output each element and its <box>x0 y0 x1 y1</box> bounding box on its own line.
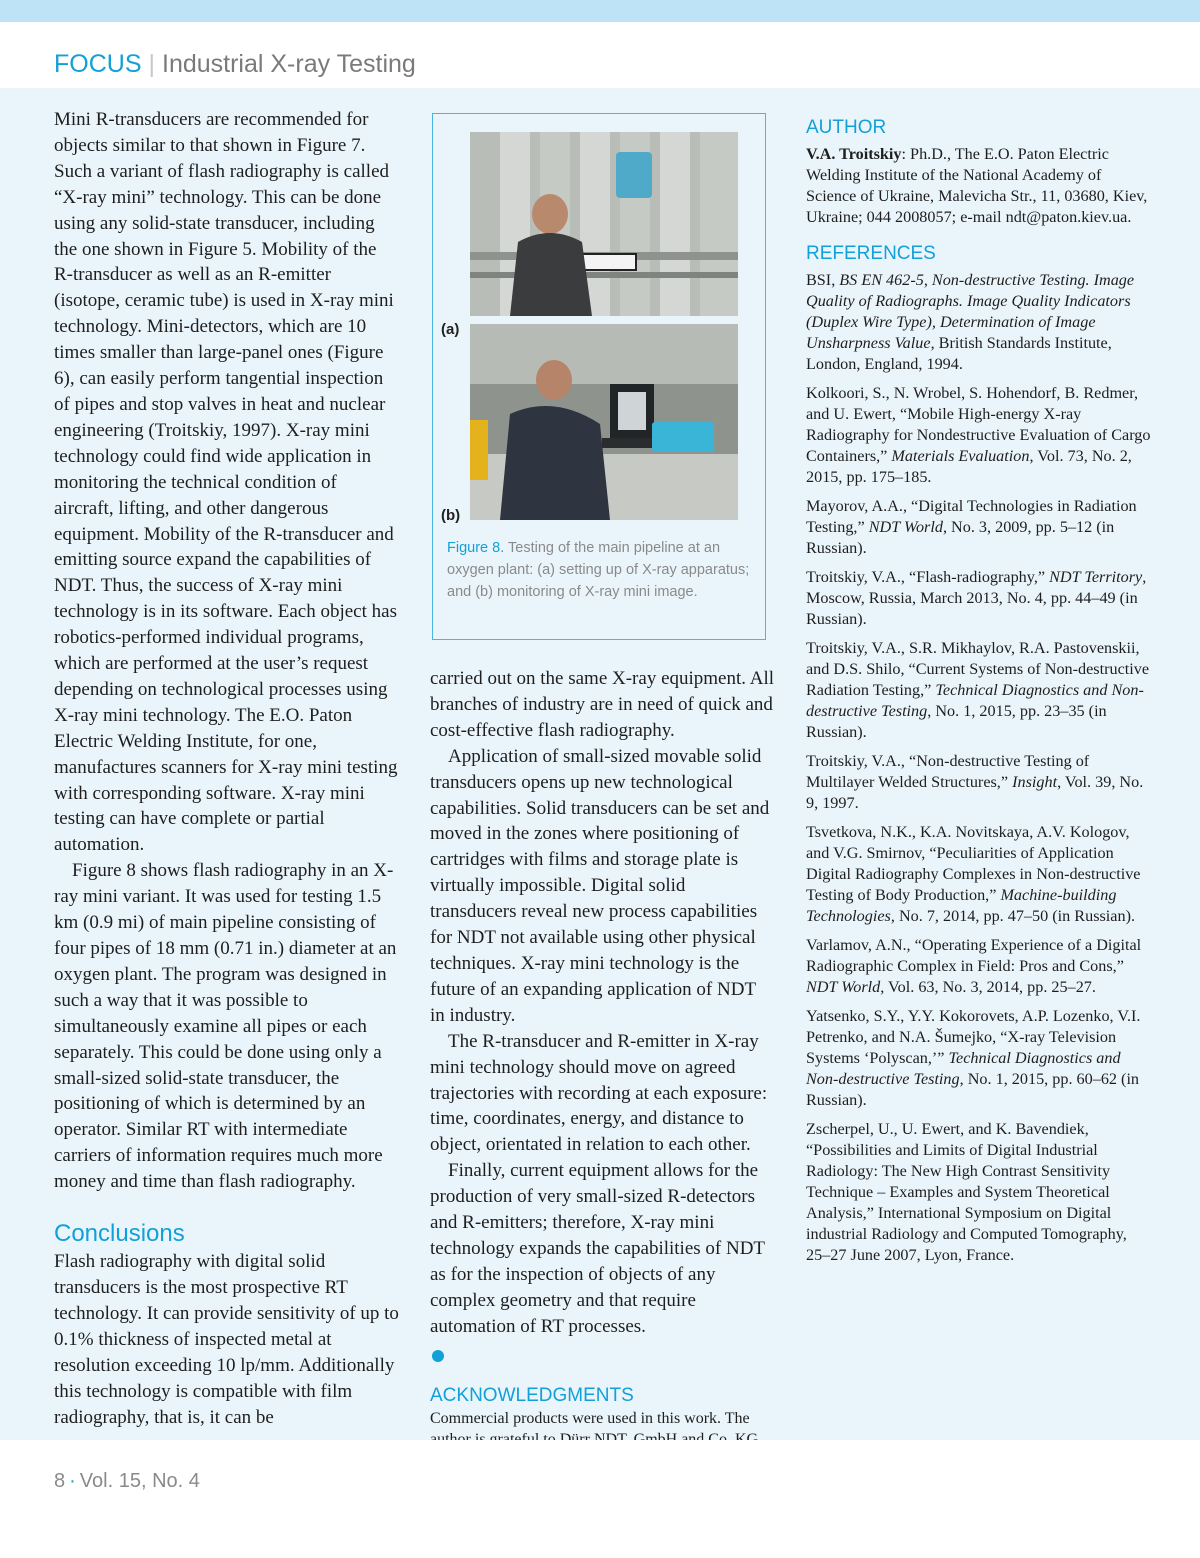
reference-entry: Tsvetkova, N.K., K.A. Novitskaya, A.V. Kologov, and V.G. Smirnov, “Peculiarities of Application Digital Radiography Complexes in Non-destructive Testing of Body Production,” Machine-building Technologies, No. 7, 2014, pp. 47–50 (in Russian). <box>806 823 1141 925</box>
section-label: FOCUS <box>54 50 142 78</box>
end-of-article-marker <box>432 1350 444 1362</box>
author-details: : Ph.D., The E.O. Paton Electric Welding Institute of the National Academy of Science of Ukraine, Malevicha Str., 11, 03680, Kiev, Ukraine; 044 2008057; e-mail ndt@paton.kiev.ua. <box>806 145 1148 226</box>
header-divider: | <box>148 50 155 78</box>
reference-entry: Mayorov, A.A., “Digital Technologies in Radiation Testing,” NDT World, No. 3, 2009, pp. 5–12 (in Russian). <box>806 497 1137 557</box>
figure-8 <box>432 113 766 640</box>
figure-photo-b <box>470 324 738 520</box>
reference-entry: Troitskiy, V.A., “Non-destructive Testing of Multilayer Welded Structures,” Insight, Vol. 39, No. 9, 1997. <box>806 752 1144 812</box>
body-paragraph: Mini R-transducers are recommended for objects similar to that shown in Figure 7. Such a variant of flash radiography is called “X-ray mini” technology. This can be done using any solid-state transducer, including the one shown in Figure 5. Mobility of the R-transducer as well as an R-emitter (isotope, ceramic tube) is used in X-ray mini technology. Mini-detectors, which are 10 times smaller than large-panel ones (Figure 6), can easily perform tangential inspection of pipes and stop valves in heat and nuclear engineering (Troitskiy, 1997). X-ray mini technology could find wide application in monitoring the technical condition of aircraft, lifting, and other dangerous equipment. Mobility of the R-transducer and emitting source expand the capabilities of NDT. Thus, the success of X-ray mini technology is in its software. Each object has robotics-performed individual programs, which are performed at the user’s request depending on technological processes using X-ray mini technology. The E.O. Paton Electric Welding Institute, for one, manufactures scanners for X-ray mini testing with corresponding software. X-ray mini testing can have complete or partial automation. <box>54 109 398 856</box>
footer-dot: · <box>69 1470 76 1492</box>
reference-entry: Kolkoori, S., N. Wrobel, S. Hohendorf, B. Redmer, and U. Ewert, “Mobile High-energy X-ray Radiography for Nondestructive Evaluation of Cargo Containers,” Materials Evaluation, Vol. 73, No. 2, 2015, pp. 175–185. <box>806 384 1151 486</box>
photo-b-illustration <box>470 324 738 520</box>
references-heading: REFERENCES <box>806 243 936 264</box>
conclusions-heading: Conclusions <box>54 1220 185 1248</box>
section-title: Industrial X-ray Testing <box>162 50 416 78</box>
reference-entry: BSI, BS EN 462-5, Non-destructive Testing. Image Quality of Radiographs. Image Quality Indicators (Duplex Wire Type), Determination of Image Unsharpness Value, British Standards Institute, London, England, 1994. <box>806 271 1135 373</box>
column-1 <box>54 107 400 1430</box>
author-info <box>806 144 1152 228</box>
reference-entry: Troitskiy, V.A., S.R. Mikhaylov, R.A. Pastovenskii, and D.S. Shilo, “Current Systems of Non-destructive Radiation Testing,” Technical Diagnostics and Non-destructive Testing, No. 1, 2015, pp. 23–35 (in Russian). <box>806 639 1150 741</box>
conclusions-paragraph: Flash radiography with digital solid transducers is the most prospective RT technology. It can provide sensitivity of up to 0.1% thickness of inspected metal at resolution exceeding 10 lp/mm. Additionally this technology is compatible with film radiography, that is, it can be <box>54 1251 399 1428</box>
figure-caption-text: Testing of the main pipeline at an oxygen plant: (a) setting up of X-ray apparatus; and (b) monitoring of X-ray mini image. <box>447 540 750 600</box>
header-text <box>54 50 416 79</box>
body-paragraph: The R-transducer and R-emitter in X-ray mini technology should move on agreed trajectories with recording at each exposure: time, coordinates, energy, and distance to object, orientated in relation to each other. <box>430 1030 768 1156</box>
author-name: V.A. Troitskiy <box>806 145 902 163</box>
top-color-band <box>0 0 1200 22</box>
figure-photo-a <box>470 132 738 316</box>
issue-label: Vol. 15, No. 4 <box>79 1470 200 1492</box>
page-header <box>0 22 1200 88</box>
body-paragraph: carried out on the same X-ray equipment. All branches of industry are in need of quick and cost-effective flash radiography. <box>430 668 775 741</box>
body-paragraph: Application of small-sized movable solid transducers opens up new technological capabilities. Solid transducers can be set and moved in the zones where positioning of cartridges with films and storage plate is virtually impossible. Digital solid transducers reveal new process capabilities for NDT not available using other physical techniques. X-ray mini technology is the future of an expanding application of NDT in industry. <box>430 745 770 1026</box>
body-paragraph: Figure 8 shows flash radiography in an X-ray mini variant. It was used for testing 1.5 km (0.9 mi) of main pipeline consisting of four pipes of 18 mm (0.71 in.) diameter at an oxygen plant. The program was designed in such a way that it was possible to simultaneously examine all pipes or each separately. This could be done using only a small-sized solid-state transducer, the positioning of which is determined by an operator. Similar RT with intermediate carriers of information requires much more money and time than flash radiography. <box>54 860 397 1193</box>
reference-entry: Varlamov, A.N., “Operating Experience of a Digital Radiographic Complex in Field: Pros and Cons,” NDT World, Vol. 63, No. 3, 2014, pp. 25–27. <box>806 936 1142 996</box>
photo-a-illustration <box>470 132 738 316</box>
figure-label-a: (a) <box>441 321 460 338</box>
acknowledgments-text: Commercial products were used in this work. The <box>430 1409 750 1427</box>
page-footer <box>0 1440 1200 1558</box>
body-paragraph: Finally, current equipment allows for the production of very small-sized R-detectors and R-emitters; therefore, X-ray mini technology expands the capabilities of NDT as for the inspection of objects of any complex geometry and that require automation of RT processes. <box>430 1160 765 1337</box>
author-heading: AUTHOR <box>806 117 887 138</box>
figure-caption-label: Figure 8. <box>447 540 505 556</box>
figure-caption <box>447 537 757 603</box>
page-number: 8 <box>54 1470 66 1492</box>
column-2 <box>430 666 775 1492</box>
acknowledgments-heading: ACKNOWLEDGMENTS <box>430 1384 634 1406</box>
reference-entry: Yatsenko, S.Y., Y.Y. Kokorovets, A.P. Lozenko, V.I. Petrenko, and N.A. Šumejko, “X-ray Television Systems ‘Polyscan,’” Technical Diagnostics and Non-destructive Testing, No. 1, 2015, pp. 60–62 (in Russian). <box>806 1007 1141 1109</box>
figure-label-b: (b) <box>441 507 461 524</box>
reference-entry: Troitskiy, V.A., “Flash-radiography,” NDT Territory, Moscow, Russia, March 2013, No. 4, pp. 44–49 (in Russian). <box>806 568 1147 628</box>
column-3 <box>806 116 1152 1274</box>
footer-text <box>54 1470 200 1493</box>
reference-entry: Zscherpel, U., U. Ewert, and K. Bavendiek, “Possibilities and Limits of Digital Industrial Radiology: The New High Contrast Sensitivity Technique – Examples and System Theoretical Analysis,” International Symposium on Digital industrial Radiology and Computed Tomography, 25–27 June 2007, Lyon, France. <box>806 1120 1127 1264</box>
